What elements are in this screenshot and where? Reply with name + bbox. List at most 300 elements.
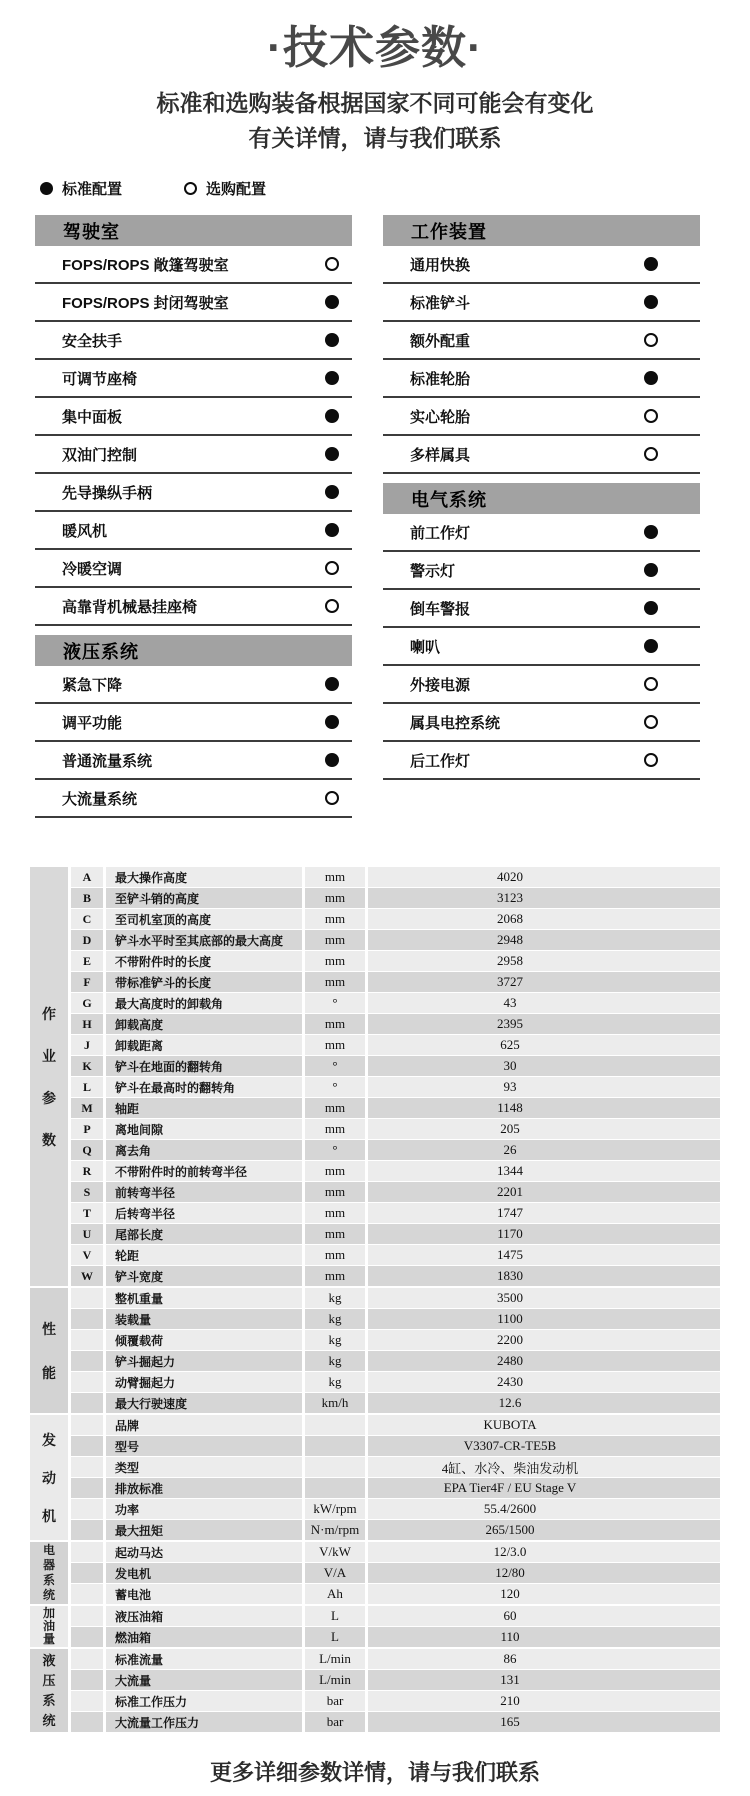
spec-label: 铲斗在最高时的翻转角 bbox=[106, 1077, 302, 1097]
feature-label: 可调节座椅 bbox=[62, 370, 138, 388]
feature-row bbox=[383, 436, 700, 474]
feature-label: 实心轮胎 bbox=[410, 408, 471, 426]
spec-label: 最大行驶速度 bbox=[106, 1393, 302, 1413]
filled-dot-icon bbox=[325, 677, 339, 691]
filled-dot-icon bbox=[325, 333, 339, 347]
spec-value: 1747 bbox=[368, 1203, 720, 1223]
spec-value: 1170 bbox=[368, 1224, 720, 1244]
spec-rows bbox=[71, 1415, 720, 1540]
filled-dot-icon bbox=[644, 257, 658, 271]
spec-value: 2948 bbox=[368, 930, 720, 950]
spec-group-char: 发 bbox=[42, 1431, 56, 1448]
feature-label: 双油门控制 bbox=[62, 446, 138, 464]
feature-label: 倒车警报 bbox=[410, 600, 471, 618]
spec-label: 最大扭矩 bbox=[106, 1520, 302, 1540]
spec-label: 型号 bbox=[106, 1436, 302, 1456]
spec-row bbox=[71, 951, 720, 971]
spec-row bbox=[71, 972, 720, 992]
feature-label: 大流量系统 bbox=[62, 790, 138, 808]
spec-value: 120 bbox=[368, 1584, 720, 1604]
spec-key bbox=[71, 1393, 103, 1413]
spec-group-char: 机 bbox=[42, 1507, 56, 1524]
spec-label: 燃油箱 bbox=[106, 1627, 302, 1647]
open-dot-icon bbox=[184, 182, 197, 195]
spec-label: 大流量 bbox=[106, 1670, 302, 1690]
spec-key: M bbox=[71, 1098, 103, 1118]
spec-group-char: 作 bbox=[42, 1005, 56, 1022]
filled-dot-icon bbox=[325, 715, 339, 729]
spec-value: 26 bbox=[368, 1140, 720, 1160]
subtitle-line-2: 有关详情，请与我们联系 bbox=[248, 125, 502, 151]
spec-row bbox=[71, 1627, 720, 1647]
feature-row bbox=[35, 588, 352, 626]
spec-value: 12.6 bbox=[368, 1393, 720, 1413]
spec-row bbox=[71, 1035, 720, 1055]
feature-row bbox=[383, 514, 700, 552]
spec-key bbox=[71, 1649, 103, 1669]
spec-group-char: 压 bbox=[42, 1672, 56, 1688]
feature-label: 通用快换 bbox=[410, 256, 471, 274]
spec-unit: kg bbox=[305, 1351, 365, 1371]
spec-row bbox=[71, 1288, 720, 1308]
open-dot-icon bbox=[644, 447, 658, 461]
spec-unit: kg bbox=[305, 1330, 365, 1350]
spec-key: E bbox=[71, 951, 103, 971]
spec-label: 前转弯半径 bbox=[106, 1182, 302, 1202]
spec-group-label bbox=[30, 1542, 68, 1604]
spec-row bbox=[71, 1161, 720, 1181]
spec-group-char: 参 bbox=[42, 1089, 56, 1106]
spec-key: V bbox=[71, 1245, 103, 1265]
spec-row bbox=[71, 909, 720, 929]
spec-unit: L/min bbox=[305, 1649, 365, 1669]
spec-unit: mm bbox=[305, 1098, 365, 1118]
spec-section bbox=[30, 867, 720, 1286]
spec-key: B bbox=[71, 888, 103, 908]
feature-section-header: 工作装置 bbox=[383, 215, 700, 246]
spec-label: 类型 bbox=[106, 1457, 302, 1477]
spec-value: 2430 bbox=[368, 1372, 720, 1392]
spec-group-char: 电 bbox=[42, 1543, 55, 1557]
spec-label: 轴距 bbox=[106, 1098, 302, 1118]
spec-row bbox=[71, 1415, 720, 1435]
spec-key: A bbox=[71, 867, 103, 887]
spec-unit: ° bbox=[305, 1077, 365, 1097]
spec-value: 2068 bbox=[368, 909, 720, 929]
feature-row bbox=[383, 246, 700, 284]
spec-unit: mm bbox=[305, 1035, 365, 1055]
feature-row bbox=[35, 550, 352, 588]
spec-value: 3123 bbox=[368, 888, 720, 908]
spec-value: 1344 bbox=[368, 1161, 720, 1181]
spec-key: T bbox=[71, 1203, 103, 1223]
spec-value: 265/1500 bbox=[368, 1520, 720, 1540]
spec-section bbox=[30, 1415, 720, 1540]
spec-value: 3727 bbox=[368, 972, 720, 992]
legend-standard-label: 标准配置 bbox=[62, 181, 123, 198]
spec-group-label bbox=[30, 1288, 68, 1413]
spec-row bbox=[71, 1436, 720, 1456]
spec-label: 铲斗在地面的翻转角 bbox=[106, 1056, 302, 1076]
spec-group-char: 油 bbox=[42, 1619, 55, 1633]
spec-section bbox=[30, 1288, 720, 1413]
spec-row bbox=[71, 1119, 720, 1139]
spec-section bbox=[30, 1649, 720, 1732]
spec-unit: bar bbox=[305, 1712, 365, 1732]
spec-value: 1148 bbox=[368, 1098, 720, 1118]
spec-group-char: 能 bbox=[42, 1364, 56, 1381]
spec-key bbox=[71, 1478, 103, 1498]
feature-row bbox=[35, 704, 352, 742]
spec-row bbox=[71, 1712, 720, 1732]
spec-value: 2958 bbox=[368, 951, 720, 971]
spec-value: 1830 bbox=[368, 1266, 720, 1286]
spec-label: 液压油箱 bbox=[106, 1606, 302, 1626]
filled-dot-icon bbox=[644, 295, 658, 309]
spec-key bbox=[71, 1542, 103, 1562]
spec-key: P bbox=[71, 1119, 103, 1139]
feature-section bbox=[383, 483, 700, 780]
spec-label: 蓄电池 bbox=[106, 1584, 302, 1604]
spec-value: 625 bbox=[368, 1035, 720, 1055]
open-dot-icon bbox=[325, 791, 339, 805]
filled-dot-icon bbox=[644, 601, 658, 615]
spec-row bbox=[71, 1478, 720, 1498]
spec-unit bbox=[305, 1415, 365, 1435]
feature-label: 后工作灯 bbox=[410, 752, 471, 770]
spec-unit: mm bbox=[305, 1014, 365, 1034]
spec-row bbox=[71, 1077, 720, 1097]
spec-key bbox=[71, 1606, 103, 1626]
filled-dot-icon bbox=[644, 525, 658, 539]
spec-row bbox=[71, 1584, 720, 1604]
spec-label: 不带附件时的前转弯半径 bbox=[106, 1161, 302, 1181]
spec-key bbox=[71, 1627, 103, 1647]
feature-label: 额外配重 bbox=[410, 332, 471, 350]
open-dot-icon bbox=[644, 333, 658, 347]
feature-row bbox=[383, 552, 700, 590]
feature-label: 属具电控系统 bbox=[410, 714, 501, 732]
spec-unit: km/h bbox=[305, 1393, 365, 1413]
spec-label: 动臂掘起力 bbox=[106, 1372, 302, 1392]
spec-unit: mm bbox=[305, 1224, 365, 1244]
spec-value: 60 bbox=[368, 1606, 720, 1626]
spec-group-char: 加 bbox=[42, 1606, 55, 1620]
spec-value: 205 bbox=[368, 1119, 720, 1139]
legend bbox=[40, 178, 750, 199]
spec-value: 2200 bbox=[368, 1330, 720, 1350]
spec-key bbox=[71, 1499, 103, 1519]
spec-key: H bbox=[71, 1014, 103, 1034]
spec-rows bbox=[71, 1542, 720, 1604]
spec-key bbox=[71, 1330, 103, 1350]
spec-row bbox=[71, 1606, 720, 1626]
open-dot-icon bbox=[644, 409, 658, 423]
spec-rows bbox=[71, 1288, 720, 1413]
spec-rows bbox=[71, 867, 720, 1286]
spec-row bbox=[71, 1457, 720, 1477]
spec-label: 卸载高度 bbox=[106, 1014, 302, 1034]
spec-row bbox=[71, 1499, 720, 1519]
spec-unit: ° bbox=[305, 993, 365, 1013]
spec-value: 93 bbox=[368, 1077, 720, 1097]
spec-unit: kW/rpm bbox=[305, 1499, 365, 1519]
feature-label: 集中面板 bbox=[62, 408, 123, 426]
feature-row bbox=[383, 666, 700, 704]
feature-section bbox=[35, 635, 352, 818]
spec-group-char: 统 bbox=[42, 1588, 55, 1602]
spec-unit: kg bbox=[305, 1309, 365, 1329]
spec-group-char: 系 bbox=[42, 1692, 56, 1708]
spec-row bbox=[71, 1670, 720, 1690]
subtitle-line-1: 标准和选购装备根据国家不同可能会有变化 bbox=[156, 90, 594, 116]
spec-unit: L bbox=[305, 1627, 365, 1647]
feature-row bbox=[35, 780, 352, 818]
spec-group-label bbox=[30, 1649, 68, 1732]
spec-row bbox=[71, 1393, 720, 1413]
spec-key bbox=[71, 1712, 103, 1732]
feature-row bbox=[35, 512, 352, 550]
spec-group-char: 业 bbox=[42, 1047, 56, 1064]
spec-unit: mm bbox=[305, 930, 365, 950]
feature-label: 先导操纵手柄 bbox=[62, 484, 153, 502]
spec-value: V3307-CR-TE5B bbox=[368, 1436, 720, 1456]
spec-unit: L/min bbox=[305, 1670, 365, 1690]
spec-label: 离去角 bbox=[106, 1140, 302, 1160]
spec-value: 2480 bbox=[368, 1351, 720, 1371]
spec-key: J bbox=[71, 1035, 103, 1055]
spec-value: 3500 bbox=[368, 1288, 720, 1308]
spec-row bbox=[71, 930, 720, 950]
spec-row bbox=[71, 1372, 720, 1392]
spec-label: 不带附件时的长度 bbox=[106, 951, 302, 971]
spec-label: 最大高度时的卸载角 bbox=[106, 993, 302, 1013]
spec-group-char: 液 bbox=[42, 1652, 56, 1668]
spec-key bbox=[71, 1288, 103, 1308]
feature-row bbox=[35, 322, 352, 360]
spec-unit: mm bbox=[305, 1203, 365, 1223]
spec-key bbox=[71, 1351, 103, 1371]
legend-optional bbox=[184, 178, 266, 199]
spec-unit: L bbox=[305, 1606, 365, 1626]
feature-column-right bbox=[383, 215, 700, 789]
spec-key: S bbox=[71, 1182, 103, 1202]
filled-dot-icon bbox=[325, 523, 339, 537]
feature-label: 冷暖空调 bbox=[62, 560, 123, 578]
feature-label: 紧急下降 bbox=[62, 676, 123, 694]
feature-row bbox=[383, 628, 700, 666]
filled-dot-icon bbox=[325, 753, 339, 767]
spec-label: 排放标准 bbox=[106, 1478, 302, 1498]
spec-row bbox=[71, 1563, 720, 1583]
spec-group-char: 性 bbox=[42, 1320, 56, 1337]
spec-group-char: 数 bbox=[42, 1131, 56, 1148]
feature-row bbox=[383, 284, 700, 322]
spec-value: 43 bbox=[368, 993, 720, 1013]
feature-label: 标准铲斗 bbox=[410, 294, 471, 312]
feature-section bbox=[383, 215, 700, 474]
spec-row bbox=[71, 1056, 720, 1076]
feature-label: 暖风机 bbox=[62, 522, 108, 540]
spec-label: 铲斗水平时至其底部的最大高度 bbox=[106, 930, 302, 950]
spec-value: 55.4/2600 bbox=[368, 1499, 720, 1519]
footer-note: 更多详细参数详情，请与我们联系 bbox=[209, 1760, 540, 1785]
feature-label: FOPS/ROPS 封闭驾驶室 bbox=[62, 294, 229, 312]
spec-key bbox=[71, 1309, 103, 1329]
feature-lists bbox=[35, 215, 720, 827]
spec-key: R bbox=[71, 1161, 103, 1181]
filled-dot-icon bbox=[644, 371, 658, 385]
spec-key bbox=[71, 1520, 103, 1540]
feature-label: 喇叭 bbox=[410, 638, 441, 656]
feature-row bbox=[383, 322, 700, 360]
spec-label: 倾覆载荷 bbox=[106, 1330, 302, 1350]
spec-row bbox=[71, 1691, 720, 1711]
spec-row bbox=[71, 1182, 720, 1202]
spec-row bbox=[71, 1140, 720, 1160]
spec-unit: kg bbox=[305, 1288, 365, 1308]
spec-key bbox=[71, 1415, 103, 1435]
spec-unit: kg bbox=[305, 1372, 365, 1392]
feature-label: 普通流量系统 bbox=[62, 752, 153, 770]
spec-row bbox=[71, 1351, 720, 1371]
spec-group-char: 量 bbox=[42, 1632, 55, 1646]
feature-label: 安全扶手 bbox=[62, 332, 123, 350]
feature-row bbox=[35, 666, 352, 704]
filled-dot-icon bbox=[325, 409, 339, 423]
spec-unit: mm bbox=[305, 867, 365, 887]
spec-key: F bbox=[71, 972, 103, 992]
spec-key bbox=[71, 1457, 103, 1477]
spec-unit bbox=[305, 1457, 365, 1477]
spec-label: 整机重量 bbox=[106, 1288, 302, 1308]
spec-label: 标准工作压力 bbox=[106, 1691, 302, 1711]
feature-label: 标准轮胎 bbox=[410, 370, 471, 388]
spec-unit: mm bbox=[305, 1161, 365, 1181]
spec-value: 12/80 bbox=[368, 1563, 720, 1583]
feature-label: FOPS/ROPS 敞篷驾驶室 bbox=[62, 256, 229, 274]
feature-section-header: 电气系统 bbox=[383, 483, 700, 514]
feature-row bbox=[383, 704, 700, 742]
spec-key: D bbox=[71, 930, 103, 950]
feature-row bbox=[35, 398, 352, 436]
spec-row bbox=[71, 1098, 720, 1118]
spec-value: 1475 bbox=[368, 1245, 720, 1265]
open-dot-icon bbox=[325, 599, 339, 613]
spec-value: 110 bbox=[368, 1627, 720, 1647]
spec-row bbox=[71, 1203, 720, 1223]
spec-value: 2201 bbox=[368, 1182, 720, 1202]
spec-section bbox=[30, 1542, 720, 1604]
spec-label: 卸载距离 bbox=[106, 1035, 302, 1055]
open-dot-icon bbox=[644, 753, 658, 767]
page-title: ·技术参数· bbox=[267, 22, 483, 73]
feature-label: 前工作灯 bbox=[410, 524, 471, 542]
spec-key bbox=[71, 1670, 103, 1690]
spec-key bbox=[71, 1584, 103, 1604]
spec-value: KUBOTA bbox=[368, 1415, 720, 1435]
spec-unit: ° bbox=[305, 1056, 365, 1076]
spec-unit: mm bbox=[305, 888, 365, 908]
spec-label: 铲斗宽度 bbox=[106, 1266, 302, 1286]
spec-value: 12/3.0 bbox=[368, 1542, 720, 1562]
feature-row bbox=[35, 436, 352, 474]
feature-row bbox=[383, 590, 700, 628]
spec-rows bbox=[71, 1649, 720, 1732]
spec-table bbox=[30, 867, 720, 1732]
spec-unit: V/kW bbox=[305, 1542, 365, 1562]
filled-dot-icon bbox=[325, 371, 339, 385]
spec-group-char: 动 bbox=[42, 1469, 56, 1486]
spec-key bbox=[71, 1372, 103, 1392]
feature-section bbox=[35, 215, 352, 626]
legend-standard bbox=[40, 178, 122, 199]
filled-dot-icon bbox=[40, 182, 53, 195]
spec-unit bbox=[305, 1436, 365, 1456]
spec-unit: mm bbox=[305, 1119, 365, 1139]
spec-row bbox=[71, 1649, 720, 1669]
feature-row bbox=[35, 474, 352, 512]
feature-row bbox=[35, 360, 352, 398]
legend-optional-label: 选购配置 bbox=[206, 181, 267, 198]
spec-row bbox=[71, 1266, 720, 1286]
spec-label: 品牌 bbox=[106, 1415, 302, 1435]
open-dot-icon bbox=[644, 677, 658, 691]
spec-key: W bbox=[71, 1266, 103, 1286]
feature-label: 警示灯 bbox=[410, 562, 456, 580]
spec-group-char: 统 bbox=[42, 1712, 56, 1728]
spec-label: 离地间隙 bbox=[106, 1119, 302, 1139]
spec-label: 装载量 bbox=[106, 1309, 302, 1329]
filled-dot-icon bbox=[325, 485, 339, 499]
spec-row bbox=[71, 1520, 720, 1540]
spec-key: K bbox=[71, 1056, 103, 1076]
spec-label: 带标准铲斗的长度 bbox=[106, 972, 302, 992]
feature-label: 调平功能 bbox=[62, 714, 123, 732]
spec-label: 功率 bbox=[106, 1499, 302, 1519]
spec-key: L bbox=[71, 1077, 103, 1097]
spec-label: 至司机室顶的高度 bbox=[106, 909, 302, 929]
spec-label: 后转弯半径 bbox=[106, 1203, 302, 1223]
feature-label: 多样属具 bbox=[410, 446, 471, 464]
spec-row bbox=[71, 888, 720, 908]
spec-key: C bbox=[71, 909, 103, 929]
open-dot-icon bbox=[325, 257, 339, 271]
spec-value: 4020 bbox=[368, 867, 720, 887]
spec-row bbox=[71, 1245, 720, 1265]
spec-row bbox=[71, 867, 720, 887]
spec-unit: V/A bbox=[305, 1563, 365, 1583]
feature-row bbox=[35, 284, 352, 322]
spec-key: Q bbox=[71, 1140, 103, 1160]
feature-section-header: 驾驶室 bbox=[35, 215, 352, 246]
spec-group-char: 器 bbox=[42, 1558, 55, 1572]
spec-key: U bbox=[71, 1224, 103, 1244]
spec-group-label bbox=[30, 1415, 68, 1540]
spec-row bbox=[71, 1542, 720, 1562]
spec-row bbox=[71, 1224, 720, 1244]
feature-label: 高靠背机械悬挂座椅 bbox=[62, 598, 198, 616]
spec-label: 轮距 bbox=[106, 1245, 302, 1265]
spec-unit: mm bbox=[305, 1182, 365, 1202]
feature-row bbox=[383, 742, 700, 780]
spec-row bbox=[71, 993, 720, 1013]
spec-value: 4缸、水冷、柴油发动机 bbox=[368, 1457, 720, 1477]
spec-key bbox=[71, 1691, 103, 1711]
spec-value: 210 bbox=[368, 1691, 720, 1711]
open-dot-icon bbox=[325, 561, 339, 575]
open-dot-icon bbox=[644, 715, 658, 729]
